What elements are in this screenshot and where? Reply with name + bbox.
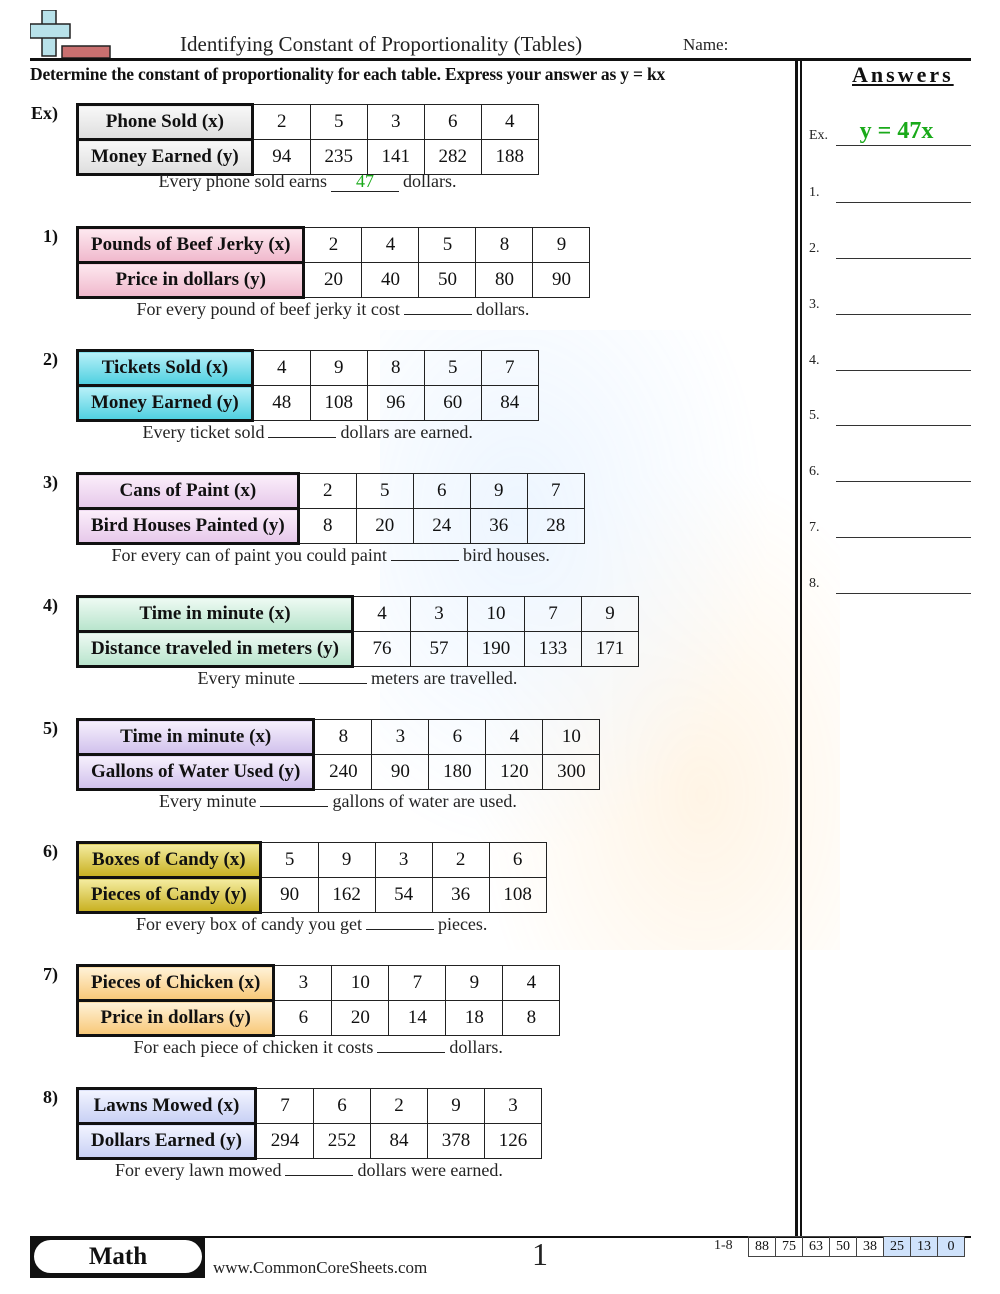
x-value: 3 <box>372 720 429 755</box>
sentence-before: For every lawn mowed <box>115 1160 282 1180</box>
y-value: 180 <box>429 755 486 790</box>
y-header: Money Earned (y) <box>78 140 253 175</box>
x-value: 6 <box>313 1089 370 1124</box>
x-header: Pieces of Chicken (x) <box>78 966 274 1001</box>
x-value: 10 <box>543 720 600 755</box>
score-range-label: 1-8 <box>714 1238 733 1253</box>
y-value: 90 <box>372 755 429 790</box>
y-row <box>78 140 539 175</box>
y-value: 6 <box>274 1001 332 1036</box>
x-value: 3 <box>484 1089 541 1124</box>
y-header: Price in dollars (y) <box>78 1001 274 1036</box>
x-value: 5 <box>419 228 476 263</box>
y-value: 8 <box>503 1001 560 1036</box>
y-value: 300 <box>543 755 600 790</box>
sentence-before: Every minute <box>159 791 257 811</box>
y-row <box>78 1001 560 1036</box>
problem-sentence <box>137 294 530 320</box>
y-value: 36 <box>470 509 527 544</box>
x-row <box>78 966 560 1001</box>
answer-row <box>809 343 971 373</box>
answer-number: Ex. <box>809 128 829 143</box>
x-header: Time in minute (x) <box>78 720 314 755</box>
proportion-table <box>76 595 639 668</box>
sentence-after: dollars. <box>449 1037 503 1057</box>
proportion-table <box>76 718 600 791</box>
answer-row <box>809 454 971 484</box>
answer-line <box>836 145 971 146</box>
x-value: 7 <box>255 1089 313 1124</box>
answer-number: 2. <box>809 241 820 256</box>
x-value: 2 <box>432 843 489 878</box>
problem-label: 1) <box>43 226 58 246</box>
answer-row <box>809 398 971 428</box>
x-row <box>78 720 600 755</box>
y-value: 133 <box>524 632 581 667</box>
score-cell: 50 <box>830 1237 857 1257</box>
proportion-table <box>76 349 539 422</box>
instructions: Determine the constant of proportionality for each table. Express your answer as y = kx <box>30 64 666 84</box>
proportion-table <box>76 1087 542 1160</box>
y-value: 188 <box>481 140 538 175</box>
answer-line <box>836 314 971 315</box>
x-value: 6 <box>489 843 546 878</box>
answer-blank[interactable] <box>366 909 434 930</box>
proportion-table <box>76 472 585 545</box>
x-value: 3 <box>410 597 467 632</box>
x-row <box>78 351 539 386</box>
problem-label: 2) <box>43 349 58 369</box>
answer-field[interactable]: y = 47x <box>859 118 934 144</box>
x-row <box>78 474 585 509</box>
x-value: 8 <box>314 720 372 755</box>
answer-line <box>836 593 971 594</box>
name-label: Name: <box>683 35 729 54</box>
x-header: Phone Sold (x) <box>78 105 253 140</box>
y-value: 96 <box>367 386 424 421</box>
sentence-after: dollars were earned. <box>357 1160 503 1180</box>
y-value: 57 <box>410 632 467 667</box>
sentence-after: meters are travelled. <box>370 668 518 688</box>
y-value: 190 <box>467 632 524 667</box>
y-value: 162 <box>318 878 375 913</box>
header-rule <box>30 58 971 61</box>
answer-blank[interactable] <box>377 1032 445 1053</box>
y-row <box>78 755 600 790</box>
y-value: 54 <box>375 878 432 913</box>
x-header: Lawns Mowed (x) <box>78 1089 256 1124</box>
column-divider <box>800 58 802 1236</box>
x-value: 5 <box>356 474 413 509</box>
score-cell: 38 <box>857 1237 884 1257</box>
problem-sentence <box>136 909 487 935</box>
y-value: 282 <box>424 140 481 175</box>
x-row <box>78 1089 542 1124</box>
x-row <box>78 228 590 263</box>
x-value: 9 <box>427 1089 484 1124</box>
sentence-after: dollars. <box>475 299 530 319</box>
x-value: 10 <box>467 597 524 632</box>
answer-line <box>836 202 971 203</box>
problem-label: 6) <box>43 841 58 861</box>
answer-number: 4. <box>809 353 820 368</box>
score-cell: 0 <box>938 1237 965 1257</box>
y-row <box>78 878 547 913</box>
answer-blank[interactable] <box>404 294 472 315</box>
y-value: 240 <box>314 755 372 790</box>
page-number: 1 <box>532 1236 548 1272</box>
x-value: 6 <box>424 105 481 140</box>
x-value: 2 <box>370 1089 427 1124</box>
y-value: 24 <box>413 509 470 544</box>
y-header: Gallons of Water Used (y) <box>78 755 314 790</box>
answer-blank[interactable] <box>391 540 459 561</box>
y-value: 90 <box>260 878 318 913</box>
y-value: 141 <box>367 140 424 175</box>
answer-line <box>836 481 971 482</box>
score-cell: 75 <box>776 1237 803 1257</box>
answer-row <box>809 175 971 205</box>
y-value: 60 <box>424 386 481 421</box>
x-value: 4 <box>352 597 410 632</box>
y-value: 84 <box>370 1124 427 1159</box>
y-header: Price in dollars (y) <box>78 263 304 298</box>
x-value: 8 <box>476 228 533 263</box>
y-value: 18 <box>446 1001 503 1036</box>
sentence-before: For each piece of chicken it costs <box>133 1037 374 1057</box>
problem-sentence <box>134 1032 503 1058</box>
y-value: 80 <box>476 263 533 298</box>
y-value: 20 <box>332 1001 389 1036</box>
proportion-table <box>76 103 539 176</box>
problem-label: 7) <box>43 964 58 984</box>
sentence-before: For every box of candy you get <box>136 914 362 934</box>
x-value: 7 <box>527 474 584 509</box>
x-header: Tickets Sold (x) <box>78 351 253 386</box>
y-value: 20 <box>356 509 413 544</box>
sentence-before: Every phone sold earns <box>158 171 327 191</box>
site-url: www.CommonCoreSheets.com <box>213 1258 428 1277</box>
x-value: 10 <box>332 966 389 1001</box>
x-row <box>78 597 639 632</box>
x-value: 6 <box>413 474 470 509</box>
sentence-before: Every minute <box>197 668 295 688</box>
y-value: 20 <box>304 263 362 298</box>
y-value: 40 <box>362 263 419 298</box>
problem-label: Ex) <box>31 103 58 123</box>
answer-row <box>809 287 971 317</box>
x-header: Boxes of Candy (x) <box>78 843 261 878</box>
y-header: Bird Houses Painted (y) <box>78 509 299 544</box>
answer-number: 8. <box>809 576 820 591</box>
x-value: 2 <box>298 474 356 509</box>
y-row <box>78 1124 542 1159</box>
y-value: 36 <box>432 878 489 913</box>
answer-row <box>809 231 971 261</box>
x-value: 4 <box>486 720 543 755</box>
sentence-after: bird houses. <box>462 545 550 565</box>
x-value: 2 <box>304 228 362 263</box>
answer-blank[interactable] <box>285 1155 353 1176</box>
y-row <box>78 263 590 298</box>
answer-line <box>836 370 971 371</box>
x-value: 5 <box>424 351 481 386</box>
answer-row <box>809 118 971 148</box>
y-row <box>78 509 585 544</box>
x-header: Cans of Paint (x) <box>78 474 299 509</box>
y-value: 76 <box>352 632 410 667</box>
answer-number: 6. <box>809 464 820 479</box>
x-value: 2 <box>252 105 310 140</box>
y-value: 94 <box>252 140 310 175</box>
y-value: 126 <box>484 1124 541 1159</box>
x-row <box>78 105 539 140</box>
y-value: 108 <box>489 878 546 913</box>
y-value: 84 <box>481 386 538 421</box>
problem-label: 4) <box>43 595 58 615</box>
x-header: Time in minute (x) <box>78 597 353 632</box>
x-value: 7 <box>389 966 446 1001</box>
x-value: 9 <box>446 966 503 1001</box>
answer-number: 3. <box>809 297 820 312</box>
answer-number: 1. <box>809 185 820 200</box>
y-value: 294 <box>255 1124 313 1159</box>
x-value: 3 <box>367 105 424 140</box>
problem-sentence <box>198 663 518 689</box>
x-value: 6 <box>429 720 486 755</box>
y-value: 171 <box>581 632 638 667</box>
y-header: Pieces of Candy (y) <box>78 878 261 913</box>
sentence-after: dollars are earned. <box>340 422 473 442</box>
subject-badge <box>30 1236 205 1278</box>
answer-number: 7. <box>809 520 820 535</box>
y-value: 252 <box>313 1124 370 1159</box>
sentence-before: Every ticket sold <box>142 422 265 442</box>
x-value: 4 <box>503 966 560 1001</box>
sentence-after: dollars. <box>402 171 457 191</box>
x-value: 9 <box>533 228 590 263</box>
score-table <box>748 1236 965 1257</box>
answer-blank[interactable] <box>299 663 367 684</box>
score-cell: 88 <box>749 1237 776 1257</box>
problem-sentence <box>112 540 550 566</box>
x-row <box>78 843 547 878</box>
x-value: 8 <box>367 351 424 386</box>
x-value: 9 <box>310 351 367 386</box>
y-value: 235 <box>310 140 367 175</box>
y-header: Distance traveled in meters (y) <box>78 632 353 667</box>
answer-number: 5. <box>809 408 820 423</box>
plus-minus-logo-icon <box>30 10 112 60</box>
y-row <box>78 386 539 421</box>
answer-row <box>809 566 971 596</box>
problem-sentence <box>159 786 517 812</box>
answer-line <box>836 258 971 259</box>
score-cell: 25 <box>884 1237 911 1257</box>
proportion-table <box>76 964 560 1037</box>
y-value: 8 <box>298 509 356 544</box>
y-value: 14 <box>389 1001 446 1036</box>
answer-blank[interactable]: 47 <box>331 171 399 192</box>
x-value: 5 <box>260 843 318 878</box>
answers-title: Answers <box>852 62 954 87</box>
y-value: 108 <box>310 386 367 421</box>
sentence-after: gallons of water are used. <box>332 791 517 811</box>
x-value: 9 <box>581 597 638 632</box>
worksheet-title: Identifying Constant of Proportionality (Tables) <box>180 32 583 56</box>
x-value: 4 <box>362 228 419 263</box>
problem-label: 8) <box>43 1087 58 1107</box>
y-value: 378 <box>427 1124 484 1159</box>
x-value: 4 <box>252 351 310 386</box>
answer-line <box>836 425 971 426</box>
problem-label: 5) <box>43 718 58 738</box>
problem-sentence <box>115 1155 503 1181</box>
x-value: 7 <box>524 597 581 632</box>
problem-sentence <box>159 171 457 192</box>
problem-sentence <box>143 417 473 443</box>
x-value: 7 <box>481 351 538 386</box>
column-divider <box>795 58 798 1236</box>
subject-label: Math <box>34 1240 202 1273</box>
x-value: 4 <box>481 105 538 140</box>
answer-blank[interactable] <box>268 417 336 438</box>
score-cell: 13 <box>911 1237 938 1257</box>
x-value: 9 <box>318 843 375 878</box>
sentence-after: pieces. <box>437 914 488 934</box>
y-row <box>78 632 639 667</box>
x-value: 5 <box>310 105 367 140</box>
x-value: 3 <box>375 843 432 878</box>
problem-label: 3) <box>43 472 58 492</box>
y-header: Money Earned (y) <box>78 386 253 421</box>
sentence-before: For every can of paint you could paint <box>111 545 387 565</box>
answer-blank[interactable] <box>260 786 328 807</box>
proportion-table <box>76 226 590 299</box>
x-value: 3 <box>274 966 332 1001</box>
sentence-before: For every pound of beef jerky it cost <box>136 299 400 319</box>
y-value: 50 <box>419 263 476 298</box>
y-header: Dollars Earned (y) <box>78 1124 256 1159</box>
y-value: 120 <box>486 755 543 790</box>
answer-line <box>836 537 971 538</box>
x-value: 9 <box>470 474 527 509</box>
x-header: Pounds of Beef Jerky (x) <box>78 228 304 263</box>
proportion-table <box>76 841 547 914</box>
y-value: 28 <box>527 509 584 544</box>
answer-row <box>809 510 971 540</box>
y-value: 48 <box>252 386 310 421</box>
score-cell: 63 <box>803 1237 830 1257</box>
y-value: 90 <box>533 263 590 298</box>
